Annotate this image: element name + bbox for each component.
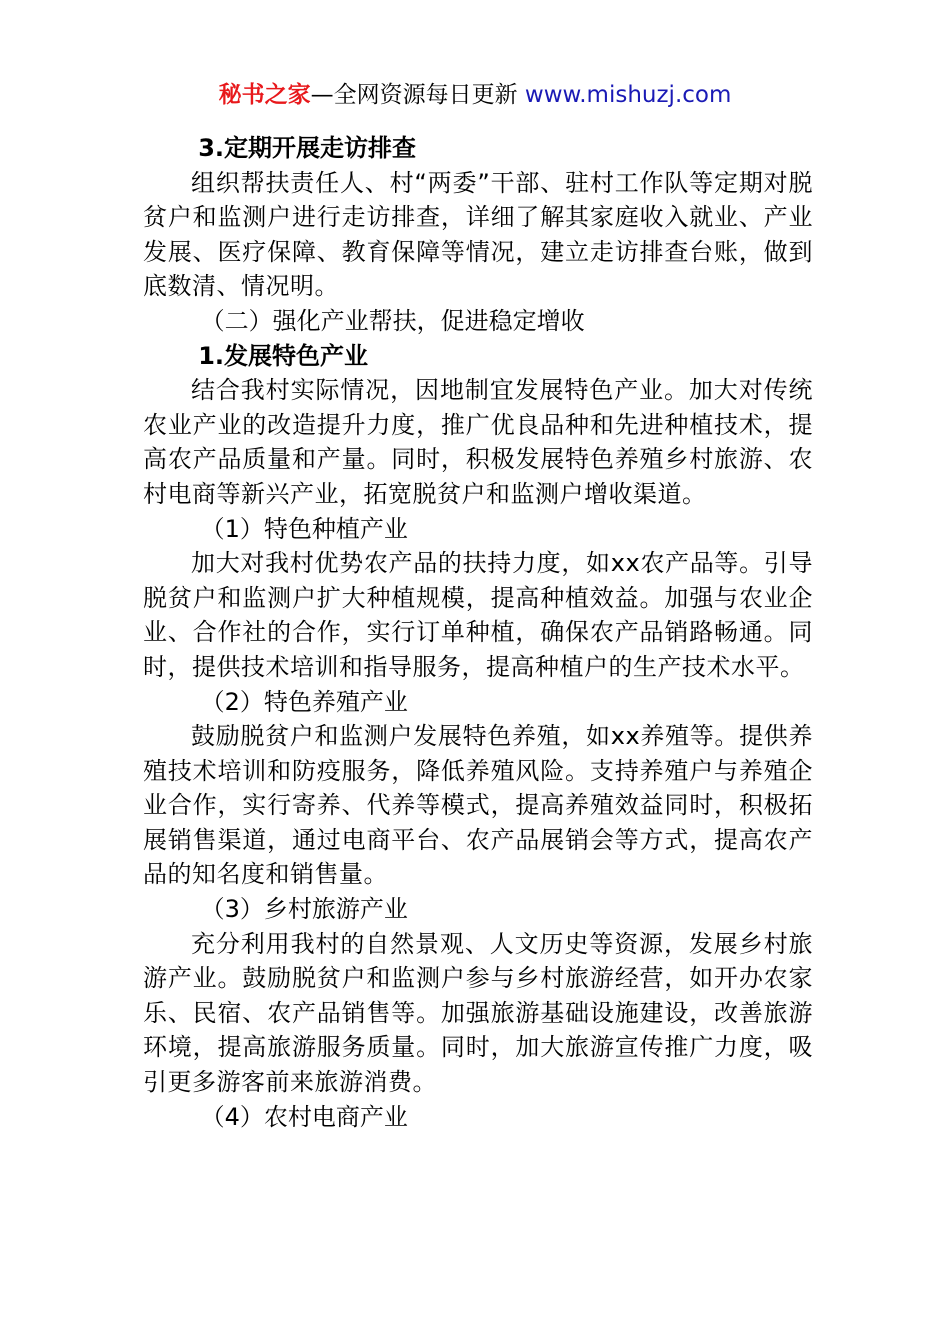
banner-tagline: —全网资源每日更新	[310, 82, 525, 108]
document-body	[143, 131, 813, 1134]
subsection-title: （1）特色种植产业	[200, 514, 408, 543]
subsection-title: （3）乡村旅游产业	[200, 895, 408, 924]
paragraph: 结合我村实际情况，因地制宜发展特色产业。加大对传统农业产业的改造提升力度，推广优良品种和先进种植技术，提高农产品质量和产量。同时，积极发展特色养殖乡村旅游、农村电商等新兴产业，拓宽脱贫户和监测户增收渠道。	[143, 376, 813, 508]
site-url[interactable]: www.mishuzj.com	[524, 82, 732, 108]
site-banner	[0, 78, 950, 112]
section-heading: 1.发展特色产业	[198, 341, 369, 370]
section-heading: 3.定期开展走访排查	[198, 134, 417, 162]
subsection-title: （4）农村电商产业	[200, 1102, 408, 1131]
paragraph: 鼓励脱贫户和监测户发展特色养殖，如xx养殖等。提供养殖技术培训和防疫服务，降低养殖风险。支持养殖户与养殖企业合作，实行寄养、代养等模式，提高养殖效益同时，积极拓展销售渠道，通过电商平台、农产品展销会等方式，提高农产品的知名度和销售量。	[143, 722, 813, 889]
subsection-title: （二）强化产业帮扶，促进稳定增收	[200, 306, 585, 335]
subsection-title: （2）特色养殖产业	[200, 687, 408, 716]
paragraph: 组织帮扶责任人、村“两委”干部、驻村工作队等定期对脱贫户和监测户进行走访排查，详细了解其家庭收入就业、产业发展、医疗保障、教育保障等情况，建立走访排查台账，做到底数清、情况明。	[143, 168, 813, 301]
paragraph: 充分利用我村的自然景观、人文历史等资源，发展乡村旅游产业。鼓励脱贫户和监测户参与乡村旅游经营，如开办农家乐、民宿、农产品销售等。加强旅游基础设施建设，改善旅游环境，提高旅游服务质量。同时，加大旅游宣传推广力度，吸引更多游客前来旅游消费。	[143, 929, 813, 1097]
brand-name: 秘书之家	[218, 82, 311, 108]
paragraph: 加大对我村优势农产品的扶持力度，如xx农产品等。引导脱贫户和监测户扩大种植规模，提高种植效益。加强与农业企业、合作社的合作，实行订单种植，确保农产品销路畅通。同时，提供技术培训和指导服务，提高种植户的生产技术水平。	[143, 549, 813, 681]
